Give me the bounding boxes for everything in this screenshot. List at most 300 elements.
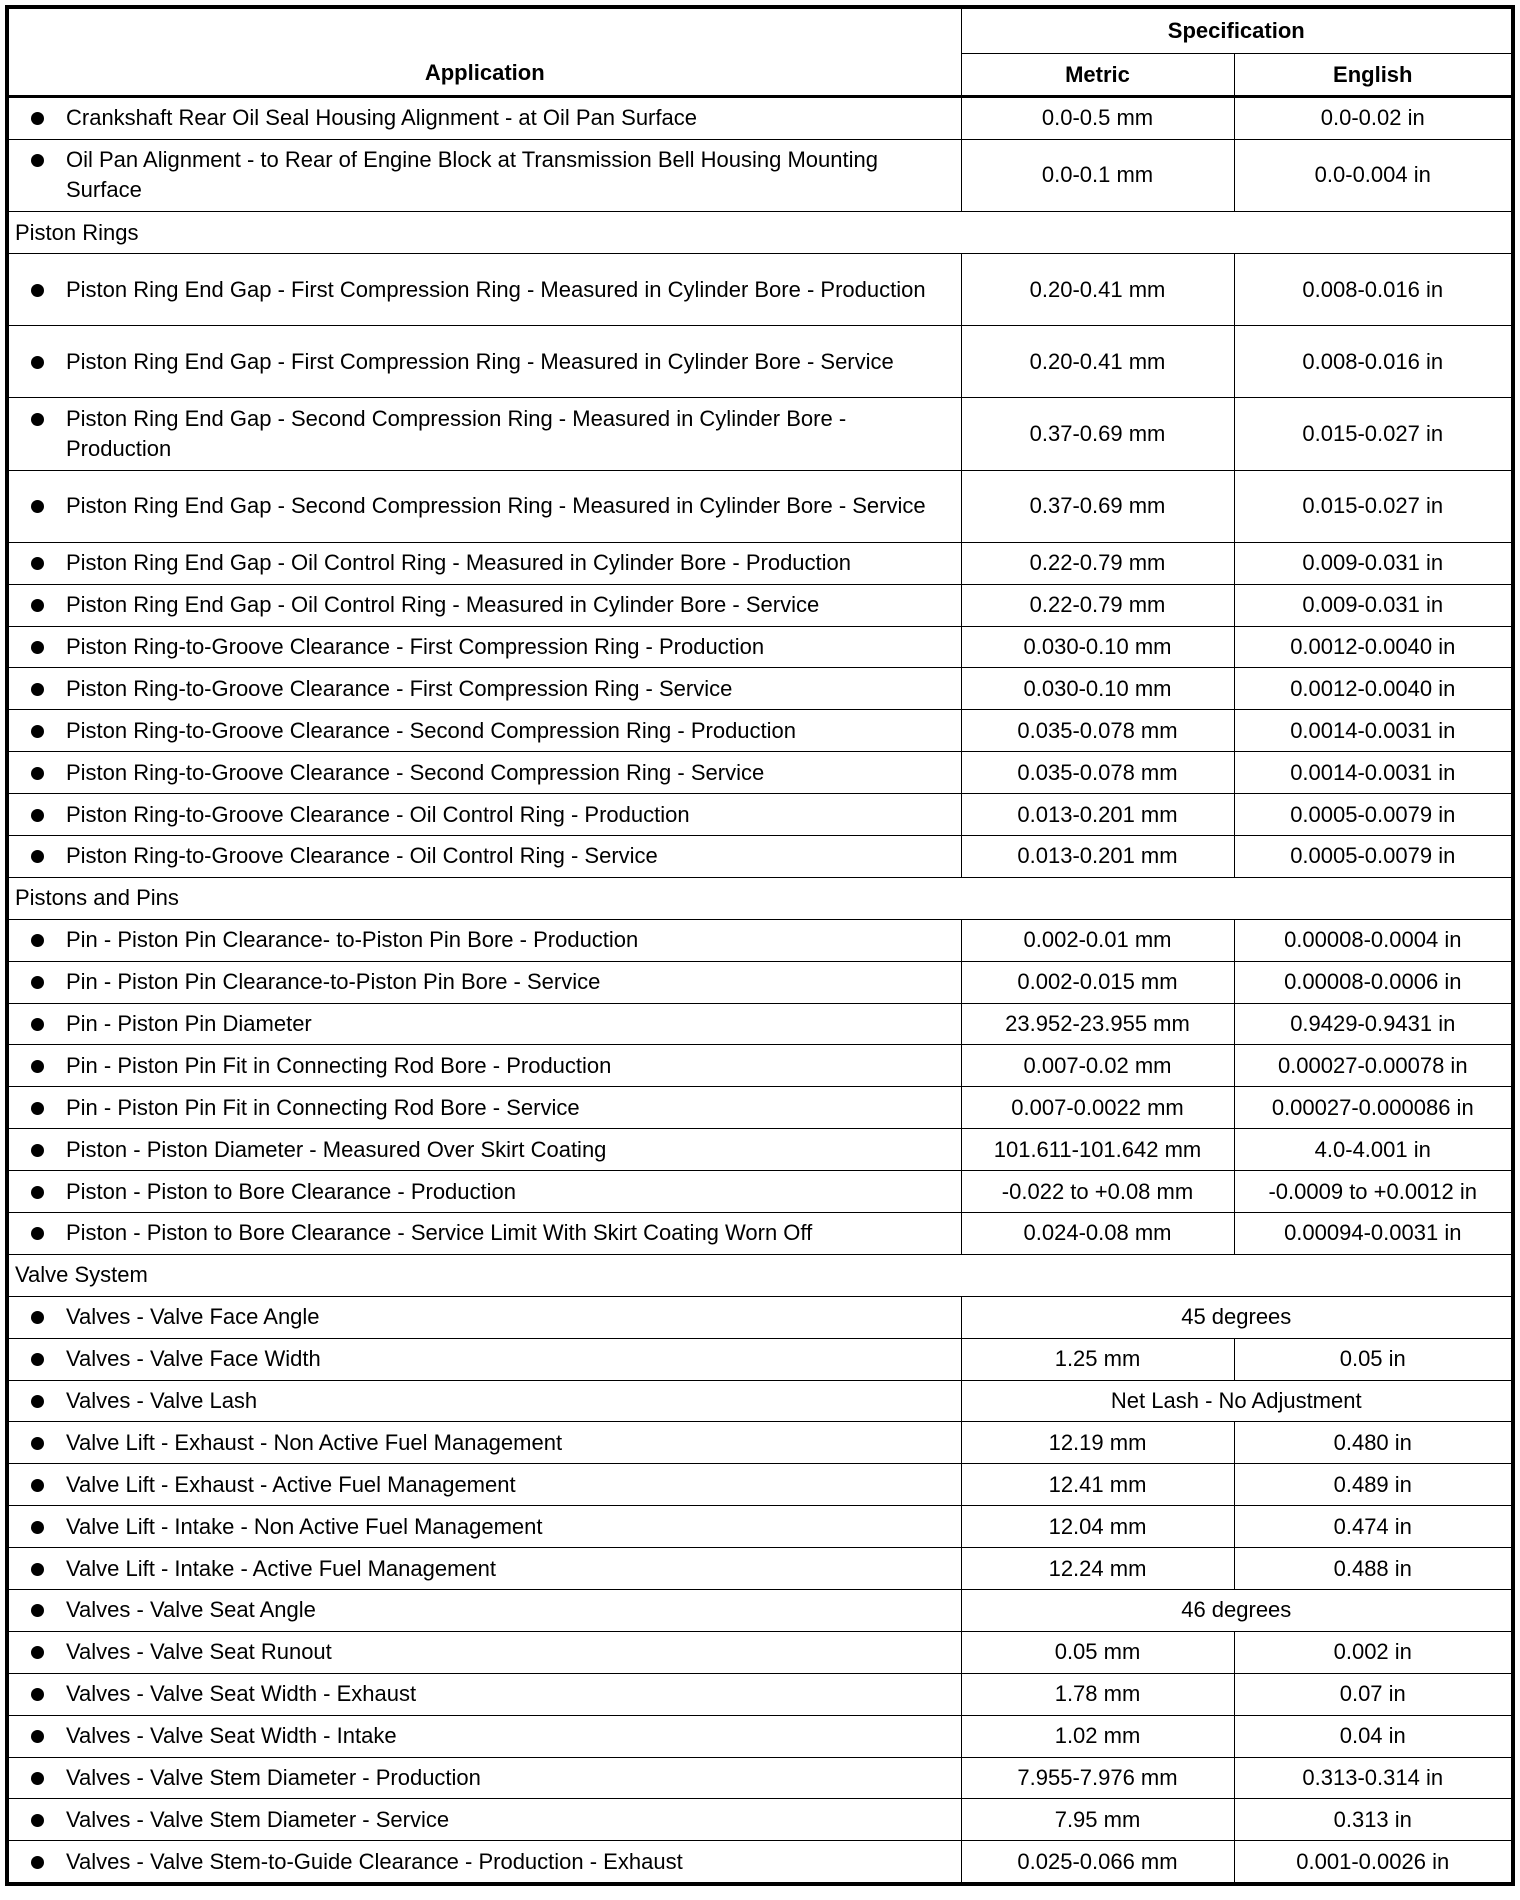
english-cell	[1234, 1464, 1513, 1506]
metric-column-header	[961, 54, 1234, 97]
application-text: Valves - Valve Stem Diameter - Production	[66, 1764, 481, 1790]
english-column-header	[1234, 54, 1513, 97]
bullet-icon	[31, 1018, 44, 1031]
application-text: Valves - Valve Stem Diameter - Service	[66, 1806, 450, 1832]
metric-cell	[961, 1464, 1234, 1506]
english-cell	[1234, 326, 1513, 398]
metric-cell	[961, 794, 1234, 836]
table-row	[7, 919, 1513, 961]
metric-cell	[961, 1715, 1234, 1757]
table-header	[7, 7, 1513, 97]
english-cell	[1234, 398, 1513, 470]
application-cell	[7, 1464, 961, 1506]
table-row	[7, 794, 1513, 836]
table-row	[7, 1464, 1513, 1506]
metric-cell	[961, 1129, 1234, 1171]
english-cell	[1234, 1715, 1513, 1757]
bullet-icon	[31, 1521, 44, 1534]
application-text: Piston Ring-to-Groove Clearance - Oil Control Ring - Production	[66, 801, 690, 827]
application-cell	[7, 139, 961, 211]
bullet-icon	[31, 1688, 44, 1701]
table-row	[7, 835, 1513, 877]
specification-column-group-header	[961, 7, 1513, 54]
bullet-icon	[31, 934, 44, 947]
application-text: Pin - Piston Pin Fit in Connecting Rod Bore - Production	[66, 1052, 612, 1078]
english-cell	[1234, 1757, 1513, 1799]
english-cell	[1234, 710, 1513, 752]
bullet-icon	[31, 284, 44, 297]
english-value: 0.0014-0.0031 in	[1290, 717, 1456, 743]
application-cell	[7, 1673, 961, 1715]
application-cell	[7, 1129, 961, 1171]
english-cell	[1234, 1799, 1513, 1841]
application-cell	[7, 752, 961, 794]
english-cell	[1234, 1506, 1513, 1548]
application-cell	[7, 919, 961, 961]
application-cell	[7, 1171, 961, 1213]
table-body	[7, 97, 1513, 1885]
metric-value: 0.007-0.0022 mm	[1011, 1094, 1184, 1120]
bullet-icon	[31, 683, 44, 696]
metric-cell	[961, 97, 1234, 140]
section-header-row	[7, 1254, 1513, 1296]
english-value: 0.008-0.016 in	[1302, 348, 1444, 374]
metric-cell	[961, 1003, 1234, 1045]
english-value: 0.008-0.016 in	[1302, 276, 1444, 302]
application-cell	[7, 1841, 961, 1884]
application-cell	[7, 1631, 961, 1673]
application-text: Valves - Valve Seat Runout	[66, 1639, 332, 1665]
application-cell	[7, 626, 961, 668]
application-cell	[7, 326, 961, 398]
english-value: 0.313-0.314 in	[1302, 1764, 1444, 1790]
application-cell	[7, 1589, 961, 1631]
application-cell	[7, 1715, 961, 1757]
bullet-icon	[31, 356, 44, 369]
english-cell	[1234, 1338, 1513, 1380]
table-row	[7, 1338, 1513, 1380]
application-text: Piston Ring End Gap - Oil Control Ring - Measured in Cylinder Bore - Service	[66, 592, 820, 618]
application-text: Piston - Piston to Bore Clearance - Service Limit With Skirt Coating Worn Off	[66, 1220, 813, 1246]
english-value: 0.0005-0.0079 in	[1290, 801, 1456, 827]
metric-value: 0.013-0.201 mm	[1017, 843, 1178, 869]
english-value: 0.313 in	[1333, 1806, 1412, 1832]
section-header-row	[7, 877, 1513, 919]
application-cell	[7, 542, 961, 584]
english-value: 0.07 in	[1339, 1681, 1406, 1707]
english-cell	[1234, 1129, 1513, 1171]
table-row	[7, 1506, 1513, 1548]
english-value: 0.00027-0.00078 in	[1277, 1052, 1468, 1078]
application-text: Valve Lift - Exhaust - Active Fuel Management	[66, 1471, 516, 1497]
table-row	[7, 542, 1513, 584]
metric-cell	[961, 752, 1234, 794]
metric-value: 0.0-0.5 mm	[1041, 105, 1154, 131]
table-row	[7, 1589, 1513, 1631]
metric-value: 0.002-0.015 mm	[1017, 969, 1178, 995]
table-row	[7, 139, 1513, 211]
application-text: Valves - Valve Seat Width - Intake	[66, 1723, 397, 1749]
application-text: Valve Lift - Intake - Non Active Fuel Management	[66, 1513, 543, 1539]
metric-cell	[961, 835, 1234, 877]
table-row	[7, 1422, 1513, 1464]
application-cell	[7, 1757, 961, 1799]
metric-value: 0.37-0.69 mm	[1029, 420, 1166, 446]
metric-value: 0.22-0.79 mm	[1029, 550, 1166, 576]
application-cell	[7, 398, 961, 470]
metric-value: 0.007-0.02 mm	[1023, 1052, 1172, 1078]
application-text: Pin - Piston Pin Diameter	[66, 1010, 312, 1036]
metric-value: 0.035-0.078 mm	[1017, 759, 1178, 785]
english-value: 0.015-0.027 in	[1302, 493, 1444, 519]
metric-cell	[961, 1673, 1234, 1715]
english-cell	[1234, 1673, 1513, 1715]
bullet-icon	[31, 1437, 44, 1450]
metric-cell	[961, 139, 1234, 211]
application-text: Piston Ring End Gap - Oil Control Ring - Measured in Cylinder Bore - Production	[66, 550, 852, 576]
table-row	[7, 1631, 1513, 1673]
application-cell	[7, 1422, 961, 1464]
bullet-icon	[31, 641, 44, 654]
metric-value: 0.22-0.79 mm	[1029, 592, 1166, 618]
english-value: 0.0012-0.0040 in	[1290, 633, 1456, 659]
bullet-icon	[31, 1353, 44, 1366]
application-cell	[7, 1087, 961, 1129]
section-header-label: Pistons and Pins	[15, 885, 179, 911]
metric-value: 0.025-0.066 mm	[1017, 1848, 1178, 1874]
application-text: Piston Ring-to-Groove Clearance - First Compression Ring - Production	[66, 633, 765, 659]
application-cell	[7, 1045, 961, 1087]
bullet-icon	[31, 1227, 44, 1240]
application-text: Piston Ring End Gap - First Compression Ring - Measured in Cylinder Bore - Service	[66, 348, 894, 374]
metric-cell	[961, 398, 1234, 470]
english-value: 0.0005-0.0079 in	[1290, 843, 1456, 869]
metric-cell	[961, 1757, 1234, 1799]
bullet-icon	[31, 413, 44, 426]
english-value: 0.00094-0.0031 in	[1284, 1220, 1462, 1246]
bullet-icon	[31, 1563, 44, 1576]
bullet-icon	[31, 1311, 44, 1324]
bullet-icon	[31, 1102, 44, 1115]
metric-cell	[961, 253, 1234, 325]
bullet-icon	[31, 599, 44, 612]
specification-table	[5, 5, 1515, 1886]
english-value: 0.002 in	[1333, 1639, 1412, 1665]
table-row	[7, 710, 1513, 752]
bullet-icon	[31, 1814, 44, 1827]
english-cell	[1234, 1171, 1513, 1213]
metric-value: 23.952-23.955 mm	[1005, 1010, 1190, 1036]
english-cell	[1234, 1003, 1513, 1045]
application-cell	[7, 794, 961, 836]
metric-cell	[961, 326, 1234, 398]
metric-value: -0.022 to +0.08 mm	[1001, 1178, 1194, 1204]
bullet-icon	[31, 154, 44, 167]
english-value: 0.0014-0.0031 in	[1290, 759, 1456, 785]
application-text: Valve Lift - Exhaust - Non Active Fuel Management	[66, 1429, 563, 1455]
application-text: Crankshaft Rear Oil Seal Housing Alignment - at Oil Pan Surface	[66, 105, 697, 131]
english-cell	[1234, 752, 1513, 794]
application-text: Valves - Valve Lash	[66, 1387, 258, 1413]
metric-header-label: Metric	[1065, 61, 1130, 87]
section-header-row	[7, 212, 1513, 254]
metric-value: 0.0-0.1 mm	[1041, 162, 1154, 188]
english-value: 0.009-0.031 in	[1302, 592, 1444, 618]
table-row	[7, 1296, 1513, 1338]
metric-cell	[961, 1338, 1234, 1380]
table-row	[7, 752, 1513, 794]
english-value: 0.0012-0.0040 in	[1290, 675, 1456, 701]
metric-cell	[961, 542, 1234, 584]
application-text: Piston Ring-to-Groove Clearance - Oil Control Ring - Service	[66, 843, 658, 869]
application-column-header	[7, 7, 961, 97]
bullet-icon	[31, 1395, 44, 1408]
english-cell	[1234, 584, 1513, 626]
english-cell	[1234, 794, 1513, 836]
bullet-icon	[31, 1730, 44, 1743]
application-text: Oil Pan Alignment - to Rear of Engine Block at Transmission Bell Housing Mounting Surface	[66, 147, 878, 203]
bullet-icon	[31, 1479, 44, 1492]
english-cell	[1234, 139, 1513, 211]
metric-value: 12.24 mm	[1048, 1555, 1147, 1581]
section-header-label: Valve System	[15, 1262, 148, 1288]
english-value: 0.0-0.02 in	[1320, 105, 1425, 131]
bullet-icon	[31, 557, 44, 570]
bullet-icon	[31, 1772, 44, 1785]
metric-value: 0.20-0.41 mm	[1029, 276, 1166, 302]
application-text: Valves - Valve Seat Angle	[66, 1597, 316, 1623]
application-cell	[7, 710, 961, 752]
english-value: 0.001-0.0026 in	[1296, 1848, 1450, 1874]
application-cell	[7, 97, 961, 140]
english-cell	[1234, 1422, 1513, 1464]
metric-value: 12.19 mm	[1048, 1429, 1147, 1455]
metric-cell	[961, 961, 1234, 1003]
table-row	[7, 1757, 1513, 1799]
table-row	[7, 668, 1513, 710]
table-row	[7, 1673, 1513, 1715]
english-cell	[1234, 626, 1513, 668]
application-text: Valves - Valve Seat Width - Exhaust	[66, 1681, 417, 1707]
table-row	[7, 1045, 1513, 1087]
combined-spec-cell	[961, 1589, 1513, 1631]
application-text: Valves - Valve Stem-to-Guide Clearance - Production - Exhaust	[66, 1848, 683, 1874]
english-cell	[1234, 1631, 1513, 1673]
english-value: -0.0009 to +0.0012 in	[1268, 1178, 1478, 1204]
table-row	[7, 626, 1513, 668]
section-header-label: Piston Rings	[15, 219, 139, 245]
metric-value: 12.04 mm	[1048, 1513, 1147, 1539]
table-row	[7, 1715, 1513, 1757]
metric-value: 0.030-0.10 mm	[1023, 675, 1172, 701]
section-header	[7, 877, 1513, 919]
application-cell	[7, 1003, 961, 1045]
metric-cell	[961, 584, 1234, 626]
application-text: Piston Ring End Gap - First Compression Ring - Measured in Cylinder Bore - Production	[66, 276, 926, 302]
bullet-icon	[31, 1144, 44, 1157]
table-row	[7, 1841, 1513, 1884]
application-text: Valve Lift - Intake - Active Fuel Management	[66, 1555, 497, 1581]
application-text: Piston Ring-to-Groove Clearance - Second Compression Ring - Production	[66, 717, 797, 743]
application-text: Valves - Valve Face Angle	[66, 1304, 320, 1330]
metric-cell	[961, 1171, 1234, 1213]
table-row	[7, 398, 1513, 470]
bullet-icon	[31, 1186, 44, 1199]
english-value: 0.0-0.004 in	[1314, 162, 1431, 188]
application-cell	[7, 1799, 961, 1841]
english-cell	[1234, 542, 1513, 584]
english-cell	[1234, 961, 1513, 1003]
table-row	[7, 1212, 1513, 1254]
bullet-icon	[31, 1856, 44, 1869]
application-cell	[7, 1212, 961, 1254]
metric-cell	[961, 1045, 1234, 1087]
bullet-icon	[31, 809, 44, 822]
application-cell	[7, 584, 961, 626]
table-row	[7, 1380, 1513, 1422]
table-row	[7, 326, 1513, 398]
application-cell	[7, 1380, 961, 1422]
bullet-icon	[31, 1646, 44, 1659]
metric-cell	[961, 1548, 1234, 1590]
application-cell	[7, 1338, 961, 1380]
application-cell	[7, 961, 961, 1003]
metric-cell	[961, 919, 1234, 961]
english-cell	[1234, 919, 1513, 961]
metric-value: 0.013-0.201 mm	[1017, 801, 1178, 827]
english-value: 0.474 in	[1333, 1513, 1412, 1539]
application-cell	[7, 253, 961, 325]
english-value: 0.015-0.027 in	[1302, 420, 1444, 446]
metric-cell	[961, 1631, 1234, 1673]
metric-value: 0.20-0.41 mm	[1029, 348, 1166, 374]
metric-cell	[961, 1212, 1234, 1254]
application-text: Piston Ring End Gap - Second Compression Ring - Measured in Cylinder Bore - Production	[66, 405, 847, 461]
application-text: Pin - Piston Pin Clearance- to-Piston Pin Bore - Production	[66, 927, 639, 953]
application-cell	[7, 1296, 961, 1338]
english-header-label: English	[1333, 61, 1413, 87]
application-text: Piston - Piston Diameter - Measured Over Skirt Coating	[66, 1136, 607, 1162]
application-text: Piston - Piston to Bore Clearance - Production	[66, 1178, 517, 1204]
english-value: 0.9429-0.9431 in	[1290, 1010, 1456, 1036]
english-value: 0.009-0.031 in	[1302, 550, 1444, 576]
english-cell	[1234, 470, 1513, 542]
application-text: Piston Ring-to-Groove Clearance - First Compression Ring - Service	[66, 675, 733, 701]
table-row	[7, 1171, 1513, 1213]
combined-spec-cell	[961, 1296, 1513, 1338]
application-text: Piston Ring-to-Groove Clearance - Second Compression Ring - Service	[66, 759, 765, 785]
english-value: 4.0-4.001 in	[1314, 1136, 1431, 1162]
metric-cell	[961, 1799, 1234, 1841]
combined-spec-cell	[961, 1380, 1513, 1422]
metric-cell	[961, 1506, 1234, 1548]
metric-value: 101.611-101.642 mm	[993, 1136, 1202, 1162]
section-header	[7, 212, 1513, 254]
metric-cell	[961, 1422, 1234, 1464]
english-value: 0.00008-0.0004 in	[1284, 927, 1462, 953]
english-cell	[1234, 1212, 1513, 1254]
metric-cell	[961, 668, 1234, 710]
bullet-icon	[31, 1604, 44, 1617]
english-cell	[1234, 253, 1513, 325]
english-cell	[1234, 1841, 1513, 1884]
english-value: 0.00008-0.0006 in	[1284, 969, 1462, 995]
english-cell	[1234, 835, 1513, 877]
table-row	[7, 470, 1513, 542]
application-cell	[7, 1506, 961, 1548]
metric-value: 0.002-0.01 mm	[1023, 927, 1172, 953]
metric-cell	[961, 1841, 1234, 1884]
table-row	[7, 1129, 1513, 1171]
english-value: 0.00027-0.000086 in	[1271, 1094, 1474, 1120]
application-text: Valves - Valve Face Width	[66, 1346, 321, 1372]
metric-value: 7.955-7.976 mm	[1017, 1764, 1178, 1790]
english-value: 0.480 in	[1333, 1429, 1412, 1455]
table-row	[7, 1799, 1513, 1841]
english-value: 0.489 in	[1333, 1471, 1412, 1497]
metric-value: 7.95 mm	[1054, 1806, 1141, 1832]
metric-value: 0.030-0.10 mm	[1023, 633, 1172, 659]
metric-value: 1.25 mm	[1054, 1346, 1141, 1372]
bullet-icon	[31, 767, 44, 780]
combined-spec-value: 46 degrees	[1181, 1597, 1292, 1623]
english-value: 0.04 in	[1339, 1723, 1406, 1749]
application-header-label: Application	[424, 60, 545, 85]
application-cell	[7, 470, 961, 542]
metric-cell	[961, 470, 1234, 542]
table-row	[7, 1003, 1513, 1045]
combined-spec-value: Net Lash - No Adjustment	[1110, 1387, 1362, 1413]
application-cell	[7, 668, 961, 710]
bullet-icon	[31, 850, 44, 863]
table-row	[7, 253, 1513, 325]
english-cell	[1234, 668, 1513, 710]
metric-cell	[961, 626, 1234, 668]
metric-value: 1.02 mm	[1054, 1723, 1141, 1749]
metric-value: 0.37-0.69 mm	[1029, 493, 1166, 519]
bullet-icon	[31, 500, 44, 513]
english-cell	[1234, 1045, 1513, 1087]
bullet-icon	[31, 976, 44, 989]
bullet-icon	[31, 1060, 44, 1073]
english-value: 0.05 in	[1339, 1346, 1406, 1372]
section-header	[7, 1254, 1513, 1296]
table-row	[7, 1087, 1513, 1129]
metric-cell	[961, 710, 1234, 752]
metric-value: 0.035-0.078 mm	[1017, 717, 1178, 743]
english-cell	[1234, 1548, 1513, 1590]
english-cell	[1234, 1087, 1513, 1129]
bullet-icon	[31, 112, 44, 125]
metric-value: 0.05 mm	[1054, 1639, 1141, 1665]
table-row	[7, 1548, 1513, 1590]
metric-value: 1.78 mm	[1054, 1681, 1141, 1707]
application-cell	[7, 1548, 961, 1590]
metric-value: 12.41 mm	[1048, 1471, 1147, 1497]
bullet-icon	[31, 725, 44, 738]
table-row	[7, 584, 1513, 626]
metric-cell	[961, 1087, 1234, 1129]
application-text: Piston Ring End Gap - Second Compression Ring - Measured in Cylinder Bore - Service	[66, 493, 926, 519]
english-value: 0.488 in	[1333, 1555, 1412, 1581]
english-cell	[1234, 97, 1513, 140]
application-text: Pin - Piston Pin Clearance-to-Piston Pin Bore - Service	[66, 969, 601, 995]
combined-spec-value: 45 degrees	[1181, 1304, 1292, 1330]
application-text: Pin - Piston Pin Fit in Connecting Rod Bore - Service	[66, 1094, 580, 1120]
table-row	[7, 97, 1513, 140]
table-row	[7, 961, 1513, 1003]
metric-value: 0.024-0.08 mm	[1023, 1220, 1172, 1246]
